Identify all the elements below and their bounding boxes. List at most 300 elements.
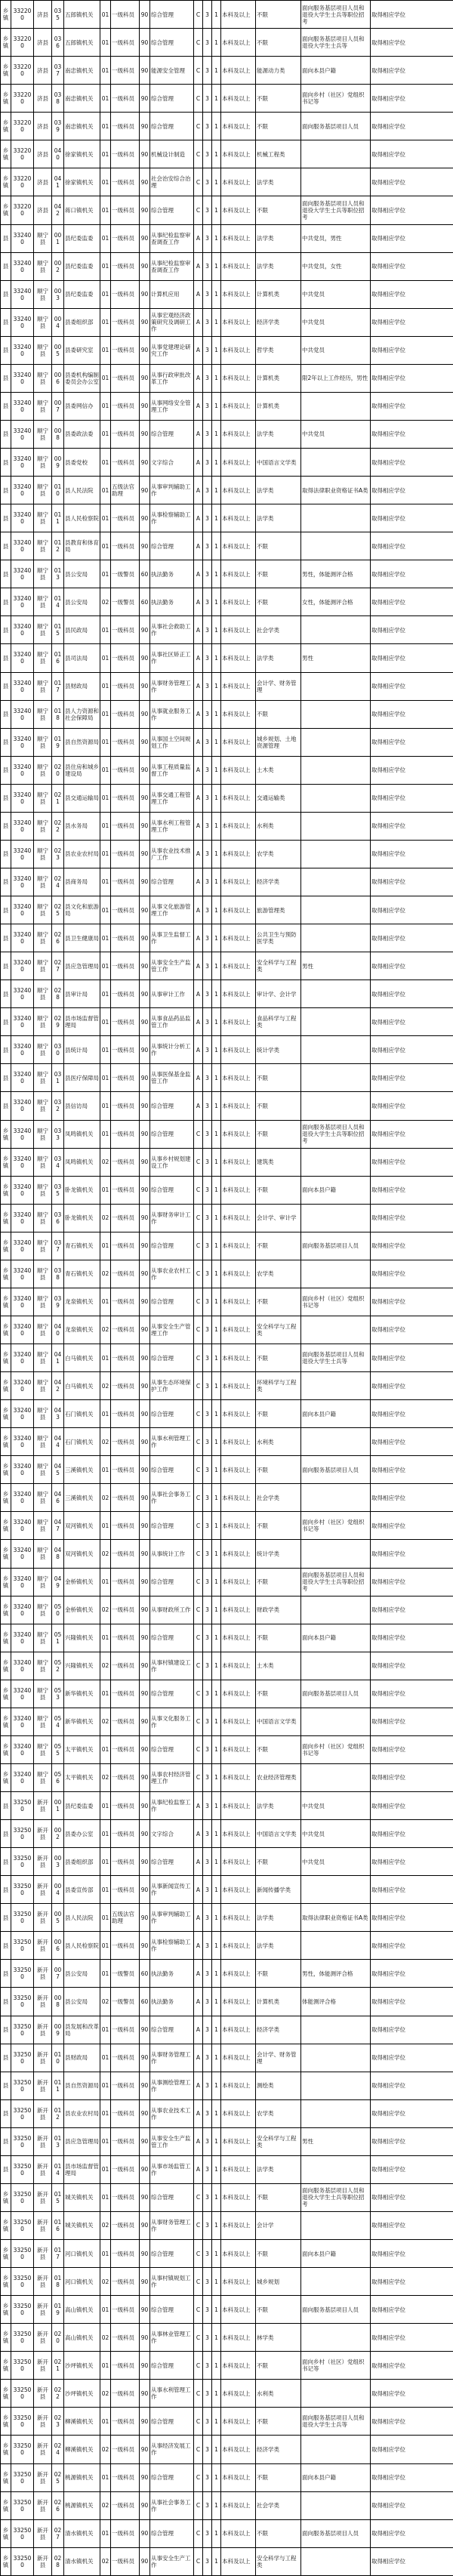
cell-major: 农学类 <box>256 1260 301 1288</box>
cell-other-requirements: 面向服务基层项目人员和退役大学生士兵等 <box>301 2408 371 2436</box>
cell-job-description: 从事财务审计工作 <box>150 1204 194 1232</box>
cell-unit-name: 县委党校 <box>64 449 100 477</box>
cell-region: 顺宁县 <box>34 1036 52 1064</box>
cell-exam-type: C <box>194 1260 203 1288</box>
cell-unit-code: 013 <box>52 560 64 588</box>
cell-education: 本科及以上 <box>221 1680 256 1708</box>
cell-level: 乡镇 <box>1 2436 11 2463</box>
cell-headcount: 1 <box>212 2436 221 2463</box>
cell-unit-name: 县纪委监委 <box>64 224 100 252</box>
cell-ratio: 3 <box>203 2127 212 2155</box>
cell-position-name: 一级科员 <box>111 2547 140 2575</box>
cell-job-description: 综合管理 <box>150 1176 194 1204</box>
cell-major: 不限 <box>256 2463 301 2491</box>
cell-region-code: 332500 <box>11 2211 34 2239</box>
table-row <box>1 1176 453 1204</box>
cell-headcount: 1 <box>212 784 221 812</box>
cell-headcount: 1 <box>212 2380 221 2408</box>
cell-unit-name: 清水镇机关 <box>64 2519 100 2547</box>
cell-position-code: 01 <box>100 1008 111 1036</box>
cell-ratio: 3 <box>203 1428 212 1456</box>
cell-major: 安全科学与工程类 <box>256 1316 301 1344</box>
cell-degree: 取得相应学位 <box>371 1344 453 1372</box>
cell-exam-type: C <box>194 1708 203 1735</box>
cell-exam-category: 90 <box>140 1596 150 1624</box>
cell-major: 测绘类 <box>256 2072 301 2099</box>
cell-position-name: 一级科员 <box>111 1708 140 1735</box>
cell-other-requirements <box>301 616 371 644</box>
cell-level: 乡镇 <box>1 2324 11 2352</box>
table-row <box>1 280 453 308</box>
cell-exam-category: 90 <box>140 280 150 308</box>
cell-region: 顺宁县 <box>34 644 52 672</box>
cell-unit-code: 026 <box>52 2491 64 2519</box>
table-row <box>1 840 453 868</box>
cell-position-name: 一级科员 <box>111 2408 140 2436</box>
cell-unit-code: 034 <box>52 1148 64 1176</box>
cell-education: 本科及以上 <box>221 924 256 952</box>
cell-exam-type: A <box>194 1960 203 1988</box>
cell-exam-type: C <box>194 1344 203 1372</box>
cell-degree: 取得相应学位 <box>371 532 453 560</box>
cell-position-name: 一级科员 <box>111 29 140 57</box>
cell-ratio: 3 <box>203 980 212 1008</box>
cell-exam-category: 60 <box>140 560 150 588</box>
cell-position-name: 一级科员 <box>111 1260 140 1288</box>
cell-ratio: 3 <box>203 392 212 420</box>
cell-ratio: 3 <box>203 1232 212 1260</box>
cell-unit-name: 县发展和改革局 <box>64 2016 100 2044</box>
cell-exam-category: 90 <box>140 1036 150 1064</box>
cell-exam-type: A <box>194 784 203 812</box>
cell-unit-name: 县医疗保障局 <box>64 1064 100 1092</box>
cell-education: 本科及以上 <box>221 1036 256 1064</box>
cell-other-requirements <box>301 2380 371 2408</box>
cell-exam-type: C <box>194 2436 203 2463</box>
cell-region-code: 332400 <box>11 1735 34 1763</box>
cell-headcount: 1 <box>212 868 221 896</box>
cell-level: 县 <box>1 560 11 588</box>
cell-position-code: 01 <box>100 1792 111 1820</box>
cell-headcount: 1 <box>212 57 221 85</box>
cell-level: 县 <box>1 644 11 672</box>
table-row <box>1 1232 453 1260</box>
cell-position-name: 一级科员 <box>111 840 140 868</box>
cell-major: 中国语言文学类 <box>256 1708 301 1735</box>
cell-education: 本科及以上 <box>221 1763 256 1791</box>
cell-ratio: 3 <box>203 1763 212 1791</box>
cell-job-description: 综合管理 <box>150 532 194 560</box>
cell-unit-name: 县委政法委 <box>64 420 100 448</box>
cell-level: 乡镇 <box>1 1428 11 1456</box>
cell-region-code: 332400 <box>11 504 34 532</box>
cell-exam-type: A <box>194 2127 203 2155</box>
cell-headcount: 1 <box>212 1596 221 1624</box>
table-row <box>1 2436 453 2463</box>
cell-education: 本科及以上 <box>221 420 256 448</box>
cell-position-code: 01 <box>100 2016 111 2044</box>
cell-job-description: 从事行政审批改革工作 <box>150 364 194 392</box>
cell-level: 县 <box>1 2016 11 2044</box>
cell-job-description: 综合管理 <box>150 420 194 448</box>
cell-headcount: 1 <box>212 2072 221 2099</box>
table-row <box>1 2072 453 2099</box>
cell-other-requirements: 取得法律职业资格证书A类 <box>301 477 371 504</box>
cell-region-code: 332400 <box>11 392 34 420</box>
table-row <box>1 1763 453 1791</box>
cell-unit-name: 双河镇机关 <box>64 1512 100 1540</box>
cell-position-name: 一级科员 <box>111 420 140 448</box>
cell-education: 本科及以上 <box>221 756 256 784</box>
cell-major: 土木类 <box>256 1652 301 1680</box>
cell-region-code: 332500 <box>11 2547 34 2575</box>
cell-unit-code: 003 <box>52 280 64 308</box>
cell-region-code: 332400 <box>11 1120 34 1148</box>
cell-exam-type: A <box>194 2072 203 2099</box>
cell-degree: 取得相应学位 <box>371 1960 453 1988</box>
cell-major: 会计学、财务管理 <box>256 672 301 700</box>
cell-unit-name: 县人民法院 <box>64 1904 100 1932</box>
cell-major: 统计学类 <box>256 1540 301 1568</box>
cell-position-code: 02 <box>100 2547 111 2575</box>
cell-education: 本科及以上 <box>221 1735 256 1763</box>
cell-unit-code: 030 <box>52 1036 64 1064</box>
cell-education: 本科及以上 <box>221 57 256 85</box>
cell-degree: 取得相应学位 <box>371 1792 453 1820</box>
cell-region-code: 332400 <box>11 588 34 616</box>
cell-level: 乡镇 <box>1 140 11 168</box>
cell-region-code: 332400 <box>11 700 34 728</box>
cell-degree: 取得相应学位 <box>371 2352 453 2380</box>
cell-region: 顺宁县 <box>34 477 52 504</box>
cell-ratio: 3 <box>203 1876 212 1904</box>
cell-unit-code: 015 <box>52 2183 64 2211</box>
cell-position-code: 01 <box>100 868 111 896</box>
cell-ratio: 3 <box>203 616 212 644</box>
cell-exam-category: 90 <box>140 1288 150 1316</box>
cell-unit-code: 023 <box>52 2408 64 2436</box>
cell-exam-category: 90 <box>140 756 150 784</box>
cell-unit-code: 001 <box>52 1792 64 1820</box>
cell-job-description: 从事生态环境保护工作 <box>150 1372 194 1400</box>
table-row <box>1 672 453 700</box>
cell-other-requirements <box>301 812 371 840</box>
cell-region: 新开县 <box>34 1792 52 1820</box>
cell-job-description: 综合管理 <box>150 1120 194 1148</box>
cell-other-requirements: 中共党员 <box>301 308 371 336</box>
cell-region-code: 332400 <box>11 224 34 252</box>
cell-headcount: 1 <box>212 252 221 280</box>
cell-exam-type: C <box>194 140 203 168</box>
cell-headcount: 1 <box>212 644 221 672</box>
cell-other-requirements: 面向服务基层项目人员和退役大学生士兵等职位招考 <box>301 196 371 224</box>
cell-headcount: 1 <box>212 1232 221 1260</box>
cell-degree: 取得相应学位 <box>371 2127 453 2155</box>
cell-level: 县 <box>1 2044 11 2072</box>
cell-position-name: 一级科员 <box>111 1735 140 1763</box>
cell-region-code: 332500 <box>11 2127 34 2155</box>
cell-headcount: 1 <box>212 224 221 252</box>
cell-job-description: 综合管理 <box>150 1624 194 1652</box>
cell-education: 本科及以上 <box>221 85 256 113</box>
cell-exam-type: A <box>194 1008 203 1036</box>
cell-other-requirements <box>301 1260 371 1288</box>
cell-position-code: 01 <box>100 784 111 812</box>
cell-degree: 取得相应学位 <box>371 1988 453 2016</box>
cell-headcount: 1 <box>212 1484 221 1512</box>
table-row <box>1 2324 453 2352</box>
cell-unit-code: 014 <box>52 2155 64 2183</box>
cell-other-requirements <box>301 2547 371 2575</box>
cell-position-code: 01 <box>100 1876 111 1904</box>
table-row <box>1 168 453 196</box>
cell-other-requirements: 面向服务基层项目人员 <box>301 1680 371 1708</box>
cell-education: 本科及以上 <box>221 2127 256 2155</box>
cell-position-name: 一级科员 <box>111 2268 140 2296</box>
cell-exam-type: C <box>194 1176 203 1204</box>
cell-ratio: 3 <box>203 924 212 952</box>
cell-other-requirements <box>301 1652 371 1680</box>
cell-education: 本科及以上 <box>221 308 256 336</box>
cell-job-description: 从事审计工作 <box>150 980 194 1008</box>
cell-education: 本科及以上 <box>221 2324 256 2352</box>
cell-job-description: 社会治安综合治理 <box>150 168 194 196</box>
cell-unit-code: 039 <box>52 1288 64 1316</box>
cell-region-code: 332400 <box>11 449 34 477</box>
cell-region: 顺宁县 <box>34 952 52 980</box>
cell-position-code: 01 <box>100 420 111 448</box>
cell-position-code: 01 <box>100 168 111 196</box>
cell-exam-category: 90 <box>140 2072 150 2099</box>
cell-education: 本科及以上 <box>221 2268 256 2296</box>
cell-position-code: 01 <box>100 252 111 280</box>
cell-region: 顺宁县 <box>34 1288 52 1316</box>
cell-region-code: 332200 <box>11 1 34 29</box>
cell-degree: 取得相应学位 <box>371 2547 453 2575</box>
cell-exam-type: A <box>194 1036 203 1064</box>
cell-position-name: 一级科员 <box>111 784 140 812</box>
cell-position-code: 01 <box>100 1456 111 1484</box>
cell-position-name: 一级科员 <box>111 1932 140 1960</box>
cell-education: 本科及以上 <box>221 2408 256 2436</box>
cell-exam-type: A <box>194 1988 203 2016</box>
cell-position-name: 一级科员 <box>111 1540 140 1568</box>
cell-position-code: 02 <box>100 2380 111 2408</box>
cell-position-code: 02 <box>100 1204 111 1232</box>
cell-education: 本科及以上 <box>221 1092 256 1120</box>
cell-job-description: 综合管理 <box>150 1232 194 1260</box>
table-row <box>1 2099 453 2127</box>
cell-position-name: 一级科员 <box>111 1008 140 1036</box>
cell-exam-category: 60 <box>140 1988 150 2016</box>
cell-position-name: 一级科员 <box>111 2380 140 2408</box>
cell-ratio: 3 <box>203 1735 212 1763</box>
cell-region-code: 332500 <box>11 2519 34 2547</box>
cell-headcount: 1 <box>212 85 221 113</box>
cell-education: 本科及以上 <box>221 672 256 700</box>
cell-headcount: 1 <box>212 1064 221 1092</box>
cell-level: 县 <box>1 2155 11 2183</box>
cell-other-requirements: 中共党员 <box>301 1820 371 1848</box>
cell-unit-name: 兴隆镇机关 <box>64 1624 100 1652</box>
cell-position-code: 01 <box>100 2072 111 2099</box>
cell-unit-name: 凤鸣镇机关 <box>64 1148 100 1176</box>
cell-degree: 取得相应学位 <box>371 1 453 29</box>
cell-unit-name: 县自然资源局 <box>64 728 100 756</box>
cell-level: 乡镇 <box>1 1540 11 1568</box>
cell-other-requirements: 男性 <box>301 952 371 980</box>
cell-unit-code: 007 <box>52 1960 64 1988</box>
cell-level: 县 <box>1 1960 11 1988</box>
cell-position-name: 一级科员 <box>111 2155 140 2183</box>
cell-level: 乡镇 <box>1 1372 11 1400</box>
cell-region: 顺宁县 <box>34 364 52 392</box>
cell-headcount: 1 <box>212 1120 221 1148</box>
cell-other-requirements: 面向服务基层项目人员 <box>301 2296 371 2324</box>
cell-job-description: 综合管理 <box>150 2408 194 2436</box>
cell-job-description: 从事新闻宣传工作 <box>150 1876 194 1904</box>
cell-region: 顺宁县 <box>34 728 52 756</box>
cell-level: 县 <box>1 2127 11 2155</box>
cell-ratio: 3 <box>203 2463 212 2491</box>
cell-degree: 取得相应学位 <box>371 2380 453 2408</box>
cell-unit-code: 033 <box>52 1120 64 1148</box>
cell-position-name: 一级科员 <box>111 2044 140 2072</box>
cell-exam-category: 90 <box>140 1848 150 1876</box>
cell-region-code: 332400 <box>11 252 34 280</box>
cell-degree: 取得相应学位 <box>371 2296 453 2324</box>
table-row <box>1 477 453 504</box>
cell-ratio: 3 <box>203 784 212 812</box>
cell-major: 不限 <box>256 588 301 616</box>
cell-position-code: 02 <box>100 2491 111 2519</box>
cell-region: 顺宁县 <box>34 308 52 336</box>
cell-unit-name: 新华镇机关 <box>64 1680 100 1708</box>
cell-major: 经济学类 <box>256 308 301 336</box>
cell-region-code: 332400 <box>11 840 34 868</box>
cell-exam-type: C <box>194 168 203 196</box>
cell-exam-type: C <box>194 1400 203 1428</box>
cell-unit-code: 006 <box>52 1932 64 1960</box>
cell-headcount: 1 <box>212 2324 221 2352</box>
cell-level: 乡镇 <box>1 2268 11 2296</box>
table-row <box>1 532 453 560</box>
cell-position-name: 一级科员 <box>111 1456 140 1484</box>
cell-job-description: 综合管理 <box>150 868 194 896</box>
cell-unit-name: 白马镇机关 <box>64 1372 100 1400</box>
cell-exam-category: 90 <box>140 1540 150 1568</box>
cell-position-name: 一级科员 <box>111 252 140 280</box>
cell-headcount: 1 <box>212 1512 221 1540</box>
cell-region: 顺宁县 <box>34 1512 52 1540</box>
cell-region: 济县 <box>34 140 52 168</box>
cell-education: 本科及以上 <box>221 1988 256 2016</box>
cell-ratio: 3 <box>203 224 212 252</box>
table-row <box>1 896 453 924</box>
cell-region-code: 332500 <box>11 1960 34 1988</box>
cell-exam-category: 90 <box>140 1148 150 1176</box>
cell-exam-category: 90 <box>140 1652 150 1680</box>
cell-major: 法学类 <box>256 1792 301 1820</box>
cell-exam-type: A <box>194 1092 203 1120</box>
cell-position-name: 一级科员 <box>111 1316 140 1344</box>
cell-major: 法学类 <box>256 252 301 280</box>
cell-region: 顺宁县 <box>34 1540 52 1568</box>
cell-education: 本科及以上 <box>221 1232 256 1260</box>
cell-major: 不限 <box>256 1 301 29</box>
cell-position-name: 一级警员 <box>111 1988 140 2016</box>
cell-major: 城乡规划 <box>256 2268 301 2296</box>
cell-exam-type: A <box>194 672 203 700</box>
cell-unit-name: 县审计局 <box>64 980 100 1008</box>
cell-degree: 取得相应学位 <box>371 1008 453 1036</box>
cell-degree: 取得相应学位 <box>371 140 453 168</box>
cell-other-requirements: 面向服务基层项目人员和退役大学生士兵等 <box>301 1344 371 1372</box>
cell-other-requirements <box>301 1372 371 1400</box>
cell-exam-type: C <box>194 2547 203 2575</box>
cell-education: 本科及以上 <box>221 1204 256 1232</box>
cell-ratio: 3 <box>203 1036 212 1064</box>
cell-region: 新开县 <box>34 1988 52 2016</box>
cell-level: 乡镇 <box>1 2491 11 2519</box>
cell-ratio: 3 <box>203 1120 212 1148</box>
table-row <box>1 560 453 588</box>
cell-job-description: 从事统计工作 <box>150 1540 194 1568</box>
cell-ratio: 3 <box>203 2519 212 2547</box>
cell-major: 经济学类 <box>256 868 301 896</box>
cell-position-name: 一级科员 <box>111 812 140 840</box>
cell-exam-type: A <box>194 1820 203 1848</box>
cell-job-description: 从事社会事务工作 <box>150 2491 194 2519</box>
cell-region-code: 332500 <box>11 1988 34 2016</box>
cell-major: 不限 <box>256 85 301 113</box>
cell-region: 新开县 <box>34 2044 52 2072</box>
cell-exam-category: 90 <box>140 2380 150 2408</box>
cell-region-code: 332500 <box>11 2436 34 2463</box>
cell-ratio: 3 <box>203 1652 212 1680</box>
cell-exam-type: C <box>194 1204 203 1232</box>
cell-major: 中国语言文学类 <box>256 449 301 477</box>
cell-position-name: 一级科员 <box>111 1204 140 1232</box>
cell-level: 县 <box>1 504 11 532</box>
cell-exam-type: A <box>194 868 203 896</box>
cell-degree: 取得相应学位 <box>371 449 453 477</box>
cell-position-name: 一级科员 <box>111 140 140 168</box>
cell-region: 顺宁县 <box>34 252 52 280</box>
cell-position-code: 01 <box>100 1848 111 1876</box>
cell-degree: 取得相应学位 <box>371 2240 453 2268</box>
cell-region-code: 332400 <box>11 1624 34 1652</box>
cell-region-code: 332500 <box>11 1932 34 1960</box>
table-row <box>1 2463 453 2491</box>
cell-job-description: 从事卫生监督工作 <box>150 924 194 952</box>
cell-position-code: 01 <box>100 1288 111 1316</box>
cell-ratio: 3 <box>203 2408 212 2436</box>
table-row <box>1 616 453 644</box>
cell-level: 县 <box>1 840 11 868</box>
cell-level: 县 <box>1 672 11 700</box>
cell-degree: 取得相应学位 <box>371 588 453 616</box>
cell-major: 会计学、财务管理 <box>256 2044 301 2072</box>
table-row <box>1 29 453 57</box>
cell-unit-code: 002 <box>52 1820 64 1848</box>
cell-headcount: 1 <box>212 2240 221 2268</box>
cell-region-code: 332500 <box>11 1904 34 1932</box>
cell-level: 乡镇 <box>1 2296 11 2324</box>
cell-degree: 取得相应学位 <box>371 1876 453 1904</box>
cell-headcount: 1 <box>212 2352 221 2380</box>
cell-position-name: 一级科员 <box>111 2463 140 2491</box>
